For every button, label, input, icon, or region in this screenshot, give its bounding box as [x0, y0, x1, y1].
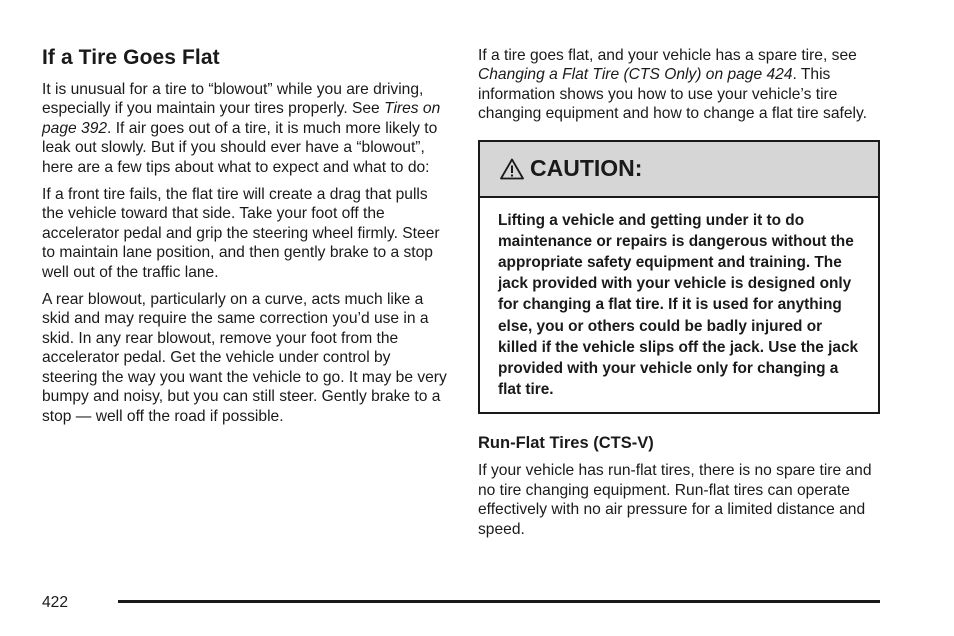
caution-title: CAUTION:: [530, 155, 643, 182]
run-flat-heading: Run-Flat Tires (CTS-V): [478, 434, 654, 453]
right-column: [478, 46, 880, 547]
rear-blowout-paragraph: A rear blowout, particularly on a curve, acts much like a skid and may require the same correction you’d use in a skid. In any rear blowout, remove your foot from the accelerator pedal. Get the vehicle under control by steering the way you want the vehicle to go. It may be very bumpy and noisy, but you can still steer. Gently brake to a stop — well off the road if possible.: [42, 291, 447, 425]
left-column: [42, 46, 448, 434]
spare-tire-paragraph: [478, 46, 880, 124]
tires-page-reference: Tires on page 392: [42, 100, 441, 137]
caution-body: Lifting a vehicle and getting under it to do maintenance or repairs is dangerous without the appropriate safety equipment and training. The jack provided with your vehicle is designed only for changing a flat tire. If it is used for anything else, you or others could be badly injured or killed if the vehicle slips off the jack. Use the jack provided with your vehicle only for changing a flat tire.: [498, 211, 859, 399]
spare-text-a: If a tire goes flat, and your vehicle has a spare tire, see: [478, 47, 857, 64]
caution-header: [480, 142, 878, 198]
intro-text-a: It is unusual for a tire to “blowout” while you are driving, especially if you maintain your tires properly. See: [42, 81, 424, 118]
changing-tire-reference: Changing a Flat Tire (CTS Only) on page 424: [478, 66, 793, 84]
footer-rule: [118, 600, 880, 603]
intro-paragraph: [42, 80, 448, 177]
warning-triangle-icon: [500, 158, 524, 180]
caution-box: [478, 140, 880, 415]
spare-text-b: . This information shows you how to use your vehicle’s tire changing equipment and how to change a flat tire safely.: [478, 66, 867, 123]
section-title: If a Tire Goes Flat: [42, 46, 220, 69]
front-tire-paragraph: If a front tire fails, the flat tire will create a drag that pulls the vehicle toward that side. Take your foot off the accelerator pedal and grip the steering wheel firmly. Steer to maintain lane position, and then gently brake to a stop well out of the traffic lane.: [42, 186, 440, 281]
run-flat-paragraph: If your vehicle has run-flat tires, there is no spare tire and no tire changing equipment. Run-flat tires can operate effectively with no air pressure for a limited distance and speed.: [478, 462, 872, 538]
page-number: 422: [42, 594, 69, 611]
intro-text-b: . If air goes out of a tire, it is much more likely to leak out slowly. But if you should ever have a “blowout”, here are a few tips about what to expect and what to do:: [42, 119, 438, 176]
